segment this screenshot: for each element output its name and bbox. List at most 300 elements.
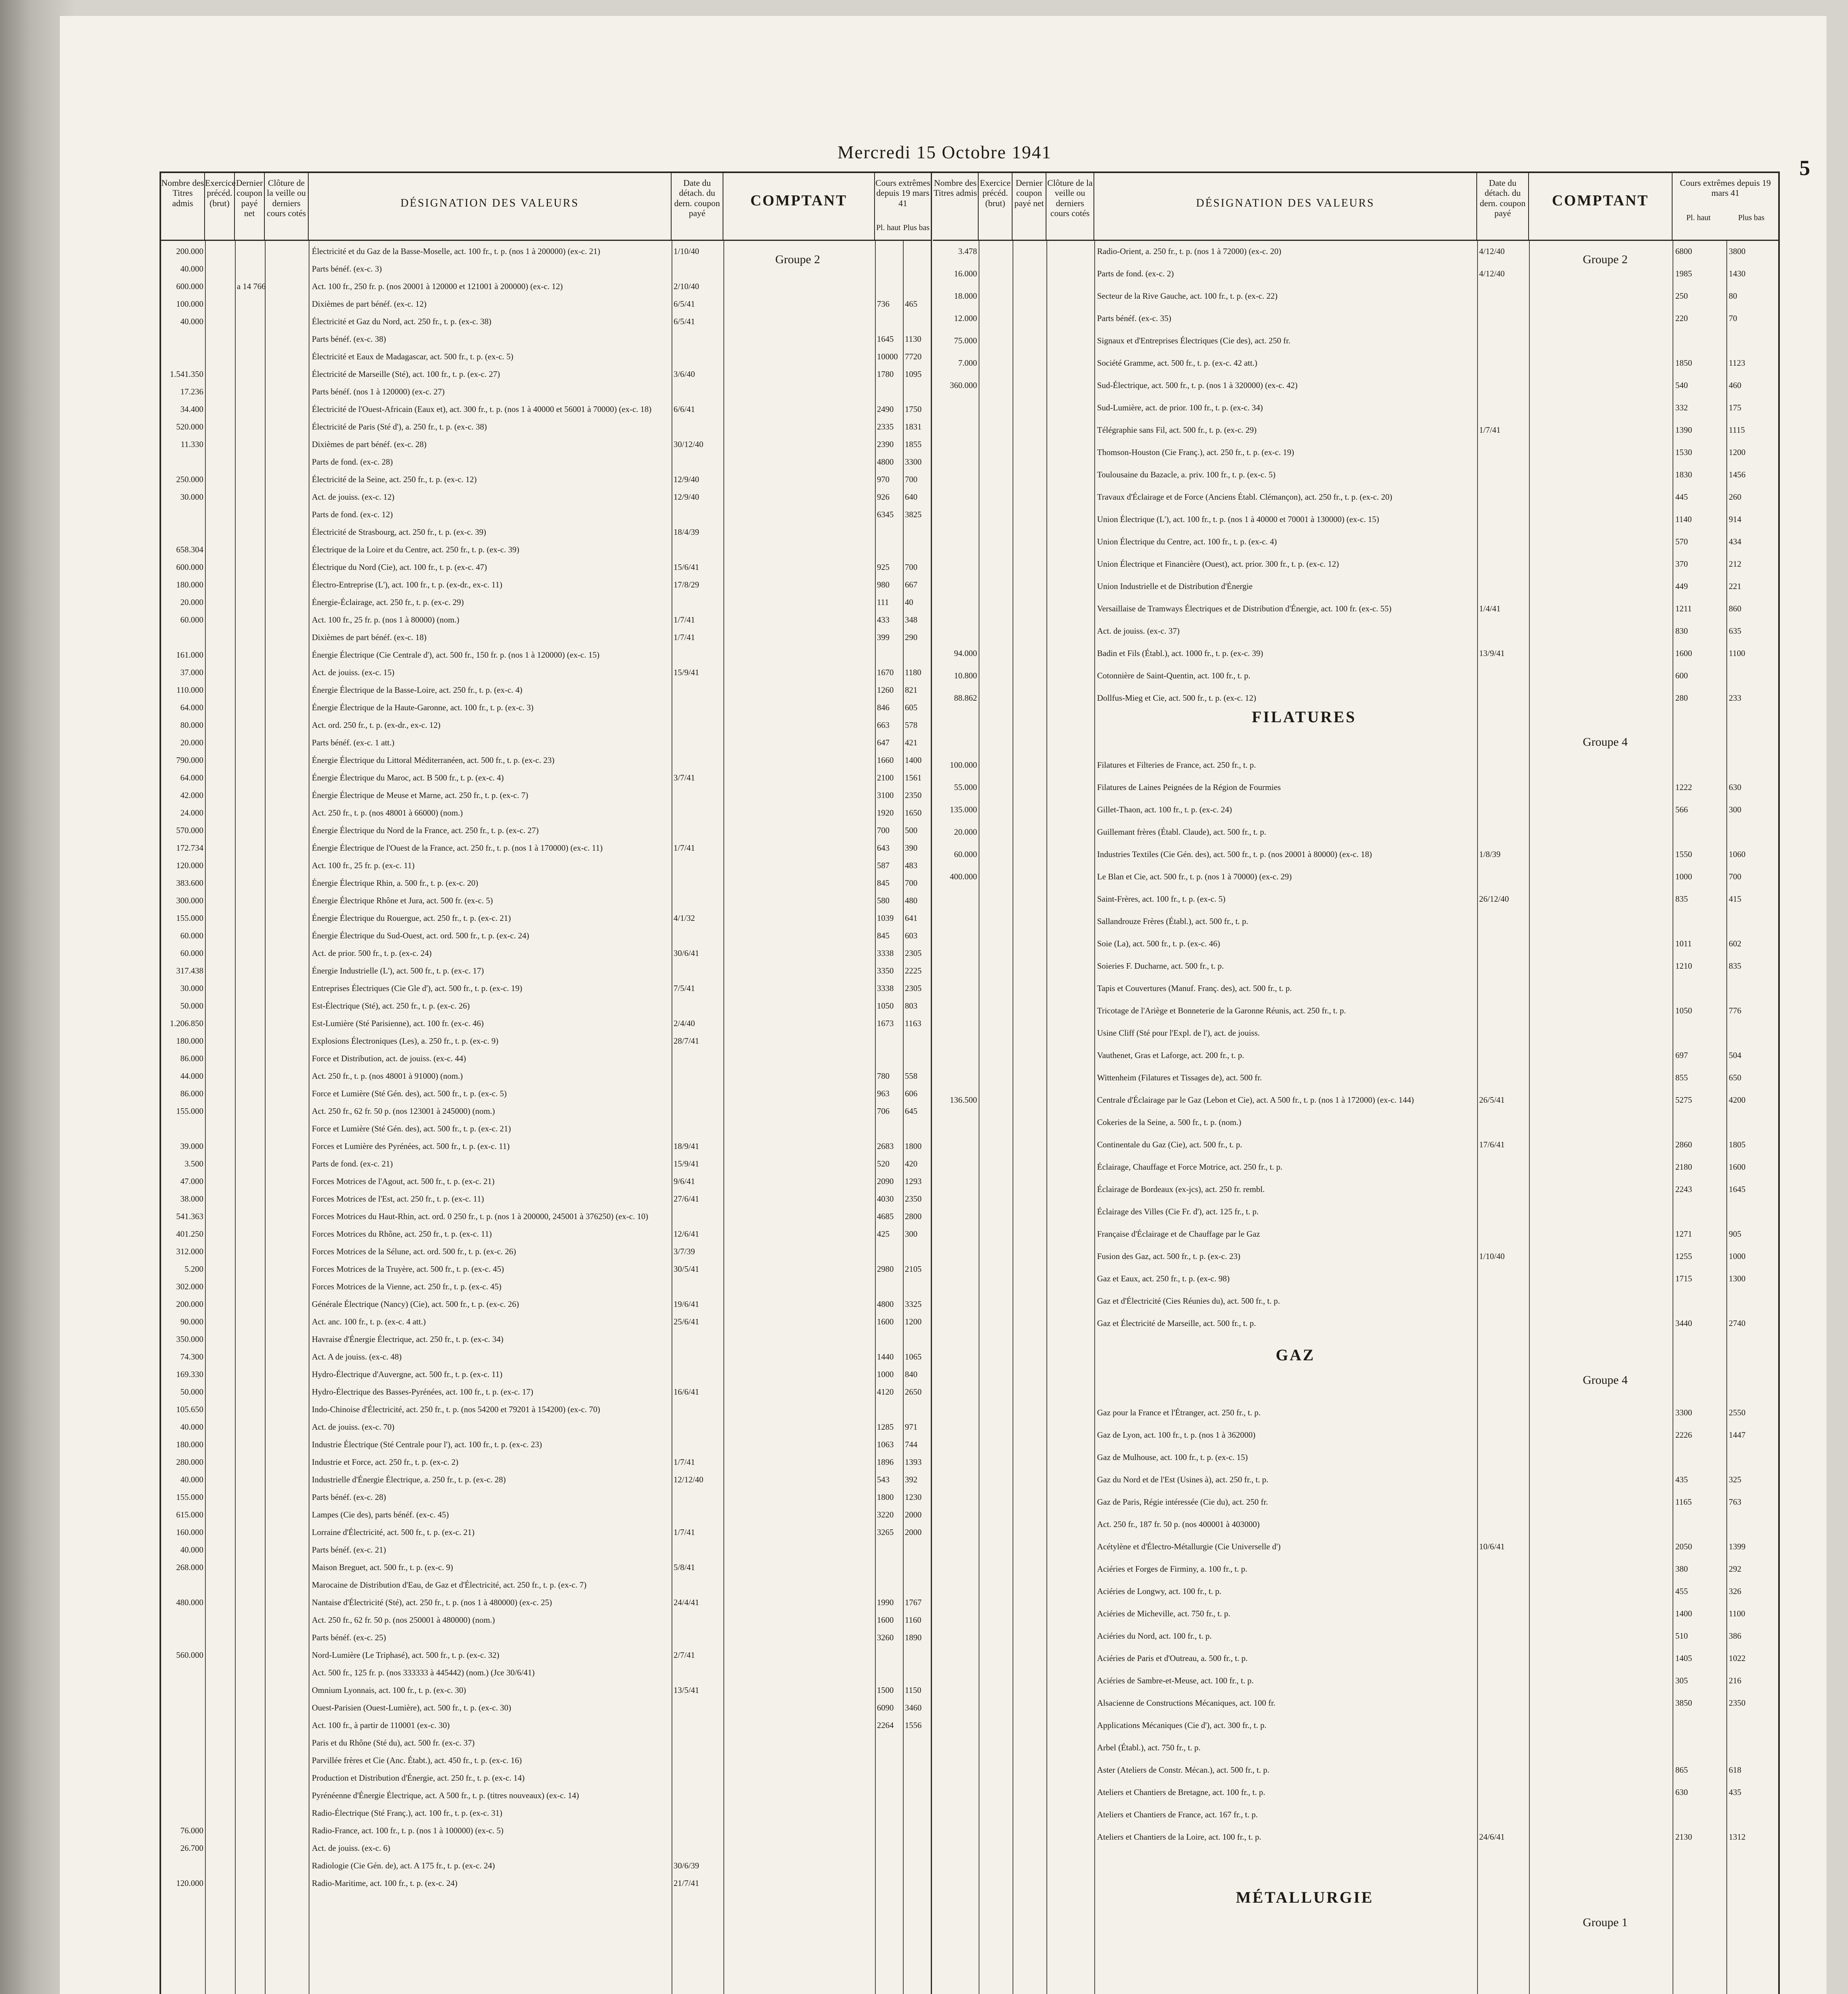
cell-pl-haut: 1211 [1675,604,1692,613]
cell-plus-bas: 640 [905,492,918,502]
plus-bas-label: Plus bas [903,223,930,232]
table-row [933,1249,1778,1271]
cell-designation: Hydro-Électrique des Basses-Pyrénées, act. 100 fr., t. p. (ex-c. 17) [312,1387,534,1397]
cell-pl-haut: 2050 [1675,1542,1692,1551]
cell-pl-haut: 280 [1675,693,1688,703]
table-row [161,1841,931,1858]
cell-nombre: 88.862 [954,693,977,703]
cell-designation: Act. de jouiss. (ex-c. 15) [312,668,395,677]
cell-pl-haut: 1670 [877,668,894,677]
cell-plus-bas: 971 [905,1422,918,1432]
cell-designation: Dixièmes de part bénéf. (ex-c. 12) [312,299,427,309]
table-row [933,467,1778,490]
cell-designation: Havraise d'Énergie Électrique, act. 250 fr., t. p. (ex-c. 34) [312,1334,504,1344]
cell-pl-haut: 1990 [877,1598,894,1607]
cell-nombre: 383.600 [176,878,203,888]
cell-nombre: 5.200 [184,1264,203,1274]
table-row [161,1332,931,1350]
cell-date: 3/7/39 [674,1247,695,1256]
section-title-gaz: GAZ [1276,1346,1315,1364]
table-row [933,668,1778,691]
cell-nombre: 160.000 [176,1527,203,1537]
cell-plus-bas: 1060 [1729,849,1746,859]
cell-plus-bas: 2350 [905,790,922,800]
table-row [161,1771,931,1788]
cell-pl-haut: 1673 [877,1019,894,1028]
cell-designation: Énergie-Éclairage, act. 250 fr., t. p. (ex-c. 29) [312,597,464,607]
group-label: Groupe 4 [1583,1373,1628,1387]
table-row [933,1651,1778,1673]
left-half [161,173,932,1994]
cell-designation: Lampes (Cie des), parts bénéf. (ex-c. 45) [312,1510,449,1519]
table-row [161,770,931,788]
table-row [933,1405,1778,1428]
cell-designation: Versaillaise de Tramways Électriques et de Distribution d'Énergie, act. 100 fr. (ex-c. 55) [1097,604,1392,613]
cell-pl-haut: 2243 [1675,1184,1692,1194]
cell-date: 1/10/40 [674,246,699,256]
cell-nombre: 161.000 [176,650,203,660]
cell-plus-bas: 40 [905,597,913,607]
cell-designation: Wittenheim (Filatures et Tissages de), act. 500 fr. [1097,1073,1262,1082]
page-date: Mercredi 15 Octobre 1941 [837,142,1052,162]
cell-pl-haut: 566 [1675,805,1688,814]
cell-designation: Alsacienne de Constructions Mécaniques, act. 100 fr. [1097,1698,1276,1708]
cell-nombre: 155.000 [176,913,203,923]
cell-designation: Paris et du Rhône (Sté du), act. 500 fr. (ex-c. 37) [312,1738,475,1748]
table-row [161,1174,931,1192]
table-row [161,1157,931,1174]
cell-plus-bas: 578 [905,720,918,730]
cell-designation: Force et Distribution, act. de jouiss. (ex-c. 44) [312,1054,466,1063]
cell-plus-bas: 776 [1729,1006,1742,1015]
cell-designation: Est-Électrique (Sté), act. 250 fr., t. p. (ex-c. 26) [312,1001,470,1011]
cell-designation: Parts bénéf. (ex-c. 25) [312,1633,386,1642]
cell-designation: Aciéries du Nord, act. 100 fr., t. p. [1097,1631,1212,1641]
cell-designation: Ateliers et Chantiers de la Loire, act. 100 fr., t. p. [1097,1832,1261,1842]
cell-pl-haut: 2100 [877,773,894,782]
cell-plus-bas: 1645 [1729,1184,1746,1194]
table-row [161,1069,931,1086]
cell-designation: Électrique de la Loire et du Centre, act. 250 fr., t. p. (ex-c. 39) [312,545,520,554]
cell-nombre: 110.000 [176,685,203,695]
cell-plus-bas: 1230 [905,1492,922,1502]
cell-nombre: 24.000 [180,808,203,818]
table-row [933,423,1778,445]
cell-designation: Ateliers et Chantiers de Bretagne, act. 100 fr., t. p. [1097,1787,1265,1797]
cell-date: 6/5/41 [674,317,695,326]
table-row [933,691,1778,713]
table-row [933,1048,1778,1070]
cell-designation: Aciéries de Micheville, act. 750 fr., t. p. [1097,1609,1231,1618]
cell-plus-bas: 292 [1729,1564,1742,1574]
cell-pl-haut: 1390 [1675,425,1692,435]
cell-pl-haut: 2226 [1675,1430,1692,1440]
cell-nombre: 20.000 [180,597,203,607]
cell-pl-haut: 706 [877,1106,890,1116]
cell-designation: Act. 250 fr., t. p. (nos 48001 à 91000) (nom.) [312,1071,463,1081]
cell-pl-haut: 1260 [877,685,894,695]
cell-nombre: 60.000 [180,948,203,958]
cell-plus-bas: 1300 [1729,1274,1746,1283]
cell-nombre: 172.734 [176,843,203,853]
cell-pl-haut: 1210 [1675,961,1692,971]
table-row [161,1806,931,1823]
cell-plus-bas: 606 [905,1089,918,1098]
table-row [161,560,931,577]
plus-bas-label: Plus bas [1738,213,1765,222]
cell-pl-haut: 2264 [877,1720,894,1730]
table-row [161,1736,931,1753]
table-row [161,735,931,753]
table-row [161,700,931,718]
table-row [161,1718,931,1736]
table-row [161,665,931,683]
table-row [161,507,931,525]
cell-plus-bas: 3800 [1729,246,1746,256]
cell-designation: Énergie Électrique de Meuse et Marne, act. 250 fr., t. p. (ex-c. 7) [312,790,528,800]
cell-plus-bas: 2105 [905,1264,922,1274]
cell-plus-bas: 415 [1729,894,1742,904]
cell-plus-bas: 1022 [1729,1653,1746,1663]
cell-designation: Acétylène et d'Électro-Métallurgie (Cie Universelle d') [1097,1542,1281,1551]
table-row [933,1227,1778,1249]
cell-pl-haut: 1600 [877,1615,894,1625]
cell-coupon: a 14 766 [237,282,266,291]
cell-designation: Gillet-Thaon, act. 100 fr., t. p. (ex-c. 24) [1097,805,1232,814]
cell-date: 3/6/40 [674,369,695,379]
cell-nombre: 64.000 [180,703,203,712]
cell-designation: Maison Breguet, act. 500 fr., t. p. (ex-c. 9) [312,1562,453,1572]
cell-plus-bas: 1805 [1729,1140,1746,1149]
cell-designation: Parts bénéf. (ex-c. 1 att.) [312,738,394,747]
cell-plus-bas: 2740 [1729,1318,1746,1328]
cell-pl-haut: 445 [1675,492,1688,502]
cell-plus-bas: 483 [905,861,918,870]
cell-pl-haut: 3338 [877,983,894,993]
cell-designation: Secteur de la Rive Gauche, act. 100 fr., t. p. (ex-c. 22) [1097,291,1278,301]
cell-pl-haut: 510 [1675,1631,1688,1641]
cell-pl-haut: 449 [1675,581,1688,591]
cell-pl-haut: 3100 [877,790,894,800]
cell-designation: Act. 250 fr., 62 fr. 50 p. (nos 123001 à 245000) (nom.) [312,1106,495,1116]
cell-pl-haut: 1985 [1675,269,1692,278]
cell-pl-haut: 250 [1675,291,1688,301]
cell-date: 17/6/41 [1479,1140,1505,1149]
cell-nombre: 50.000 [180,1001,203,1011]
cell-designation: Act. 100 fr., 25 fr. p. (ex-c. 11) [312,861,415,870]
col-date-detach: Date du détach. du dern. coupon payé [672,173,723,241]
cell-nombre: 200.000 [176,1299,203,1309]
table-row [161,244,931,262]
table-row [933,1294,1778,1316]
cell-plus-bas: 2000 [905,1510,922,1519]
table-row [933,601,1778,624]
cell-plus-bas: 2225 [905,966,922,975]
cell-designation: Production et Distribution d'Énergie, act. 250 fr., t. p. (ex-c. 14) [312,1773,525,1783]
cell-pl-haut: 3338 [877,948,894,958]
table-row [161,1507,931,1525]
cell-plus-bas: 434 [1729,537,1742,546]
cell-nombre: 120.000 [176,1878,203,1888]
table-row [161,367,931,384]
cell-designation: Gaz de Paris, Régie intéressée (Cie du), act. 250 fr. [1097,1497,1268,1507]
cell-nombre: 40.000 [180,264,203,274]
cell-nombre: 401.250 [176,1229,203,1239]
cell-plus-bas: 2305 [905,948,922,958]
cell-plus-bas: 1456 [1729,470,1746,479]
cell-designation: Électricité de Marseille (Sté), act. 100 fr., t. p. (ex-c. 27) [312,369,500,379]
cell-designation: Électricité et du Gaz de la Basse-Moselle, act. 100 fr., t. p. (nos 1 à 200000) (ex-c. 21) [312,246,601,256]
cell-pl-haut: 6800 [1675,246,1692,256]
cell-designation: Énergie Électrique Rhône et Jura, act. 500 fr. (ex-c. 5) [312,896,493,905]
cell-designation: Gaz de Mulhouse, act. 100 fr., t. p. (ex-c. 15) [1097,1452,1248,1462]
cell-date: 19/6/41 [674,1299,699,1309]
table-row [161,1665,931,1683]
cell-designation: Énergie Électrique du Rouergue, act. 250 fr., t. p. (ex-c. 21) [312,913,511,923]
cell-designation: Act. anc. 100 fr., t. p. (ex-c. 4 att.) [312,1317,426,1326]
cell-nombre: 40.000 [180,317,203,326]
cell-plus-bas: 1399 [1729,1542,1746,1551]
table-row [933,1316,1778,1338]
cell-designation: Cokeries de la Seine, a. 500 fr., t. p. (nom.) [1097,1117,1241,1127]
cell-pl-haut: 435 [1675,1475,1688,1484]
table-row [161,1209,931,1227]
cell-designation: Continentale du Gaz (Cie), act. 500 fr., t. p. [1097,1140,1242,1149]
col-exercice: Exercice précéd. (brut) [979,173,1013,241]
cell-nombre: 3.500 [184,1159,203,1168]
cell-plus-bas: 1293 [905,1176,922,1186]
cell-plus-bas: 650 [1729,1073,1742,1082]
cell-pl-haut: 3260 [877,1633,894,1642]
cell-date: 10/6/41 [1479,1542,1505,1551]
col-designation: DÉSIGNATION DES VALEURS [1094,173,1477,241]
cell-nombre: 20.000 [954,827,977,837]
table-row [161,595,931,613]
cell-plus-bas: 4200 [1729,1095,1746,1105]
cell-pl-haut: 5275 [1675,1095,1692,1105]
cell-plus-bas: 7720 [905,352,922,361]
cell-designation: Act. A de jouiss. (ex-c. 48) [312,1352,402,1362]
cell-designation: Aster (Ateliers de Constr. Mécan.), act. 500 fr., t. p. [1097,1765,1270,1775]
cell-date: 25/6/41 [674,1317,699,1326]
table-row [161,1139,931,1157]
table-row [161,402,931,420]
cell-nombre: 155.000 [176,1106,203,1116]
cell-designation: Sallandrouze Frères (Établ.), act. 500 fr., t. p. [1097,916,1249,926]
cell-designation: Électricité de Strasbourg, act. 250 fr., t. p. (ex-c. 39) [312,527,486,537]
cell-nombre: 180.000 [176,1440,203,1449]
cell-designation: Forces Motrices de l'Agout, act. 500 fr., t. p. (ex-c. 21) [312,1176,495,1186]
cell-plus-bas: 1150 [905,1685,922,1695]
cell-designation: Radiologie (Cie Gén. de), act. A 175 fr., t. p. (ex-c. 24) [312,1861,495,1870]
cell-date: 1/7/41 [1479,425,1501,435]
cell-designation: Industrie Électrique (Sté Centrale pour l'), act. 100 fr., t. p. (ex-c. 23) [312,1440,542,1449]
cell-designation: Gaz et Eaux, act. 250 fr., t. p. (ex-c. 98) [1097,1274,1230,1283]
table-row [933,445,1778,467]
cell-designation: Aciéries de Paris et d'Outreau, a. 500 fr., t. p. [1097,1653,1248,1663]
table-row [933,1070,1778,1093]
cell-designation: Gaz de Lyon, act. 100 fr., t. p. (nos 1 à 362000) [1097,1430,1256,1440]
table-row [161,349,931,367]
cell-plus-bas: 1430 [1729,269,1746,278]
cell-pl-haut: 3350 [877,966,894,975]
cell-pl-haut: 1255 [1675,1251,1692,1261]
table-row [161,297,931,314]
table-row [161,1227,931,1244]
cell-pl-haut: 780 [877,1071,890,1081]
table-row [933,825,1778,847]
pl-haut-label: Pl. haut [1686,213,1711,222]
table-row [933,892,1778,914]
cell-pl-haut: 1271 [1675,1229,1692,1239]
cell-designation: Électrique du Nord (Cie), act. 100 fr., t. p. (ex-c. 47) [312,562,487,572]
cell-nombre: 16.000 [954,269,977,278]
cell-designation: Tapis et Couvertures (Manuf. Franç. des), act. 500 fr., t. p. [1097,983,1292,993]
cell-nombre: 100.000 [950,760,977,770]
cell-nombre: 17.236 [180,387,203,396]
cell-plus-bas: 2000 [905,1527,922,1537]
cell-designation: Électricité et Gaz du Nord, act. 250 fr., t. p. (ex-c. 38) [312,317,492,326]
cell-nombre: 105.650 [176,1405,203,1414]
cell-pl-haut: 370 [1675,559,1688,569]
cell-plus-bas: 605 [905,703,918,712]
table-row [933,244,1778,266]
cell-pl-haut: 2490 [877,404,894,414]
cell-pl-haut: 1600 [877,1317,894,1326]
cell-nombre: 120.000 [176,861,203,870]
cell-pl-haut: 1715 [1675,1274,1692,1283]
table-row [161,1192,931,1209]
section-title-metallurgie: MÉTALLURGIE [1236,1888,1374,1906]
cell-designation: Saint-Frères, act. 100 fr., t. p. (ex-c. 5) [1097,894,1225,904]
table-row [933,266,1778,289]
cell-designation: Industries Textiles (Cie Gén. des), act. 500 fr., t. p. (nos 20001 à 80000) (ex-c. 18) [1097,849,1372,859]
cell-designation: Thomson-Houston (Cie Franç.), act. 250 fr., t. p. (ex-c. 19) [1097,447,1294,457]
cell-designation: Gaz et d'Électricité (Cies Réunies du), act. 500 fr., t. p. [1097,1296,1280,1306]
cell-designation: Société Gramme, act. 500 fr., t. p. (ex-c. 42 att.) [1097,358,1257,368]
cell-pl-haut: 970 [877,475,890,484]
cell-plus-bas: 1160 [905,1615,922,1625]
cell-pl-haut: 835 [1675,894,1688,904]
cell-plus-bas: 630 [1729,782,1742,792]
cell-designation: Électricité et Eaux de Madagascar, act. 500 fr., t. p. (ex-c. 5) [312,352,514,361]
table-row [161,858,931,876]
cell-date: 1/7/41 [674,632,695,642]
table-row [161,1437,931,1455]
cell-nombre: 55.000 [954,782,977,792]
cell-pl-haut: 1600 [1675,648,1692,658]
table-row [161,613,931,630]
cell-designation: Act. 250 fr., 187 fr. 50 p. (nos 400001 à 403000) [1097,1519,1260,1529]
table-row [161,577,931,595]
cell-designation: Act. de jouiss. (ex-c. 37) [1097,626,1180,636]
cell-designation: Gaz et Électricité de Marseille, act. 500 fr., t. p. [1097,1318,1256,1328]
cell-nombre: 1.206.850 [170,1019,203,1028]
cell-date: 15/6/41 [674,562,699,572]
cell-pl-haut: 2683 [877,1141,894,1151]
table-row [161,525,931,542]
cell-plus-bas: 1393 [905,1457,922,1467]
cell-nombre: 40.000 [180,1545,203,1555]
cell-pl-haut: 3850 [1675,1698,1692,1708]
table-row [161,1858,931,1876]
cell-designation: Forces Motrices de l'Est, act. 250 fr., t. p. (ex-c. 11) [312,1194,484,1204]
table-row [933,1428,1778,1450]
table-row [933,780,1778,802]
cell-plus-bas: 460 [1729,380,1742,390]
table-row [161,928,931,946]
cell-pl-haut: 2130 [1675,1832,1692,1842]
cell-nombre: 40.000 [180,1475,203,1484]
cell-pl-haut: 845 [877,931,890,940]
cell-pl-haut: 1550 [1675,849,1692,859]
cell-designation: Parvillée frères et Cie (Anc. Étabt.), act. 450 fr., t. p. (ex-c. 16) [312,1756,522,1765]
cell-designation: Aciéries de Sambre-et-Meuse, act. 100 fr., t. p. [1097,1676,1254,1685]
cell-nombre: 155.000 [176,1492,203,1502]
table-row [933,1584,1778,1606]
cell-plus-bas: 2350 [905,1194,922,1204]
cell-plus-bas: 500 [905,826,918,835]
cell-plus-bas: 1100 [1729,1609,1746,1618]
cell-date: 2/10/40 [674,282,699,291]
group-label: Groupe 4 [1583,735,1628,749]
cell-nombre: 541.363 [176,1212,203,1221]
table-row [161,823,931,841]
group-label: Groupe 2 [1583,253,1628,266]
cell-designation: Radio-France, act. 100 fr., t. p. (nos 1 à 100000) (ex-c. 5) [312,1826,504,1835]
col-cours-extremes [875,173,931,241]
table-row [933,1696,1778,1718]
col-nombre: Nombre des Titres admis [161,173,205,241]
cell-designation: Parts bénéf. (ex-c. 21) [312,1545,386,1555]
cell-plus-bas: 1123 [1729,358,1746,368]
cell-plus-bas: 1855 [905,439,922,449]
cell-pl-haut: 10000 [877,352,898,361]
cell-nombre: 200.000 [176,246,203,256]
table-row [933,1539,1778,1562]
cell-designation: Parts de fond. (ex-c. 21) [312,1159,393,1168]
table-row [933,1026,1778,1048]
cell-designation: Radio-Électrique (Sté Franç.), act. 100 fr., t. p. (ex-c. 31) [312,1808,502,1818]
cell-plus-bas: 300 [1729,805,1742,814]
cell-designation: Tricotage de l'Ariège et Bonneterie de la Garonne Réunis, act. 250 fr., t. p. [1097,1006,1346,1015]
table-row [933,512,1778,534]
cell-plus-bas: 1100 [1729,648,1746,658]
cell-pl-haut: 3220 [877,1510,894,1519]
table-row [933,1562,1778,1584]
cell-plus-bas: 641 [905,913,918,923]
cell-pl-haut: 433 [877,615,890,625]
table-row [161,1613,931,1630]
cell-pl-haut: 647 [877,738,890,747]
section-title-filatures: FILATURES [1252,708,1356,726]
table-row [161,1385,931,1402]
cell-nombre: 10.800 [954,671,977,680]
cell-nombre: 136.500 [950,1095,977,1105]
cell-nombre: 280.000 [176,1457,203,1467]
cell-designation: Signaux et d'Entreprises Électriques (Cie des), act. 250 fr. [1097,336,1290,345]
cell-plus-bas: 1750 [905,404,922,414]
table-row [933,1115,1778,1137]
cell-pl-haut: 846 [877,703,890,712]
table-row [933,1785,1778,1807]
cell-date: 1/7/41 [674,615,695,625]
table-row [161,911,931,928]
cell-date: 30/5/41 [674,1264,699,1274]
table-row [933,1093,1778,1115]
table-row [933,1740,1778,1763]
table-row [161,1543,931,1560]
